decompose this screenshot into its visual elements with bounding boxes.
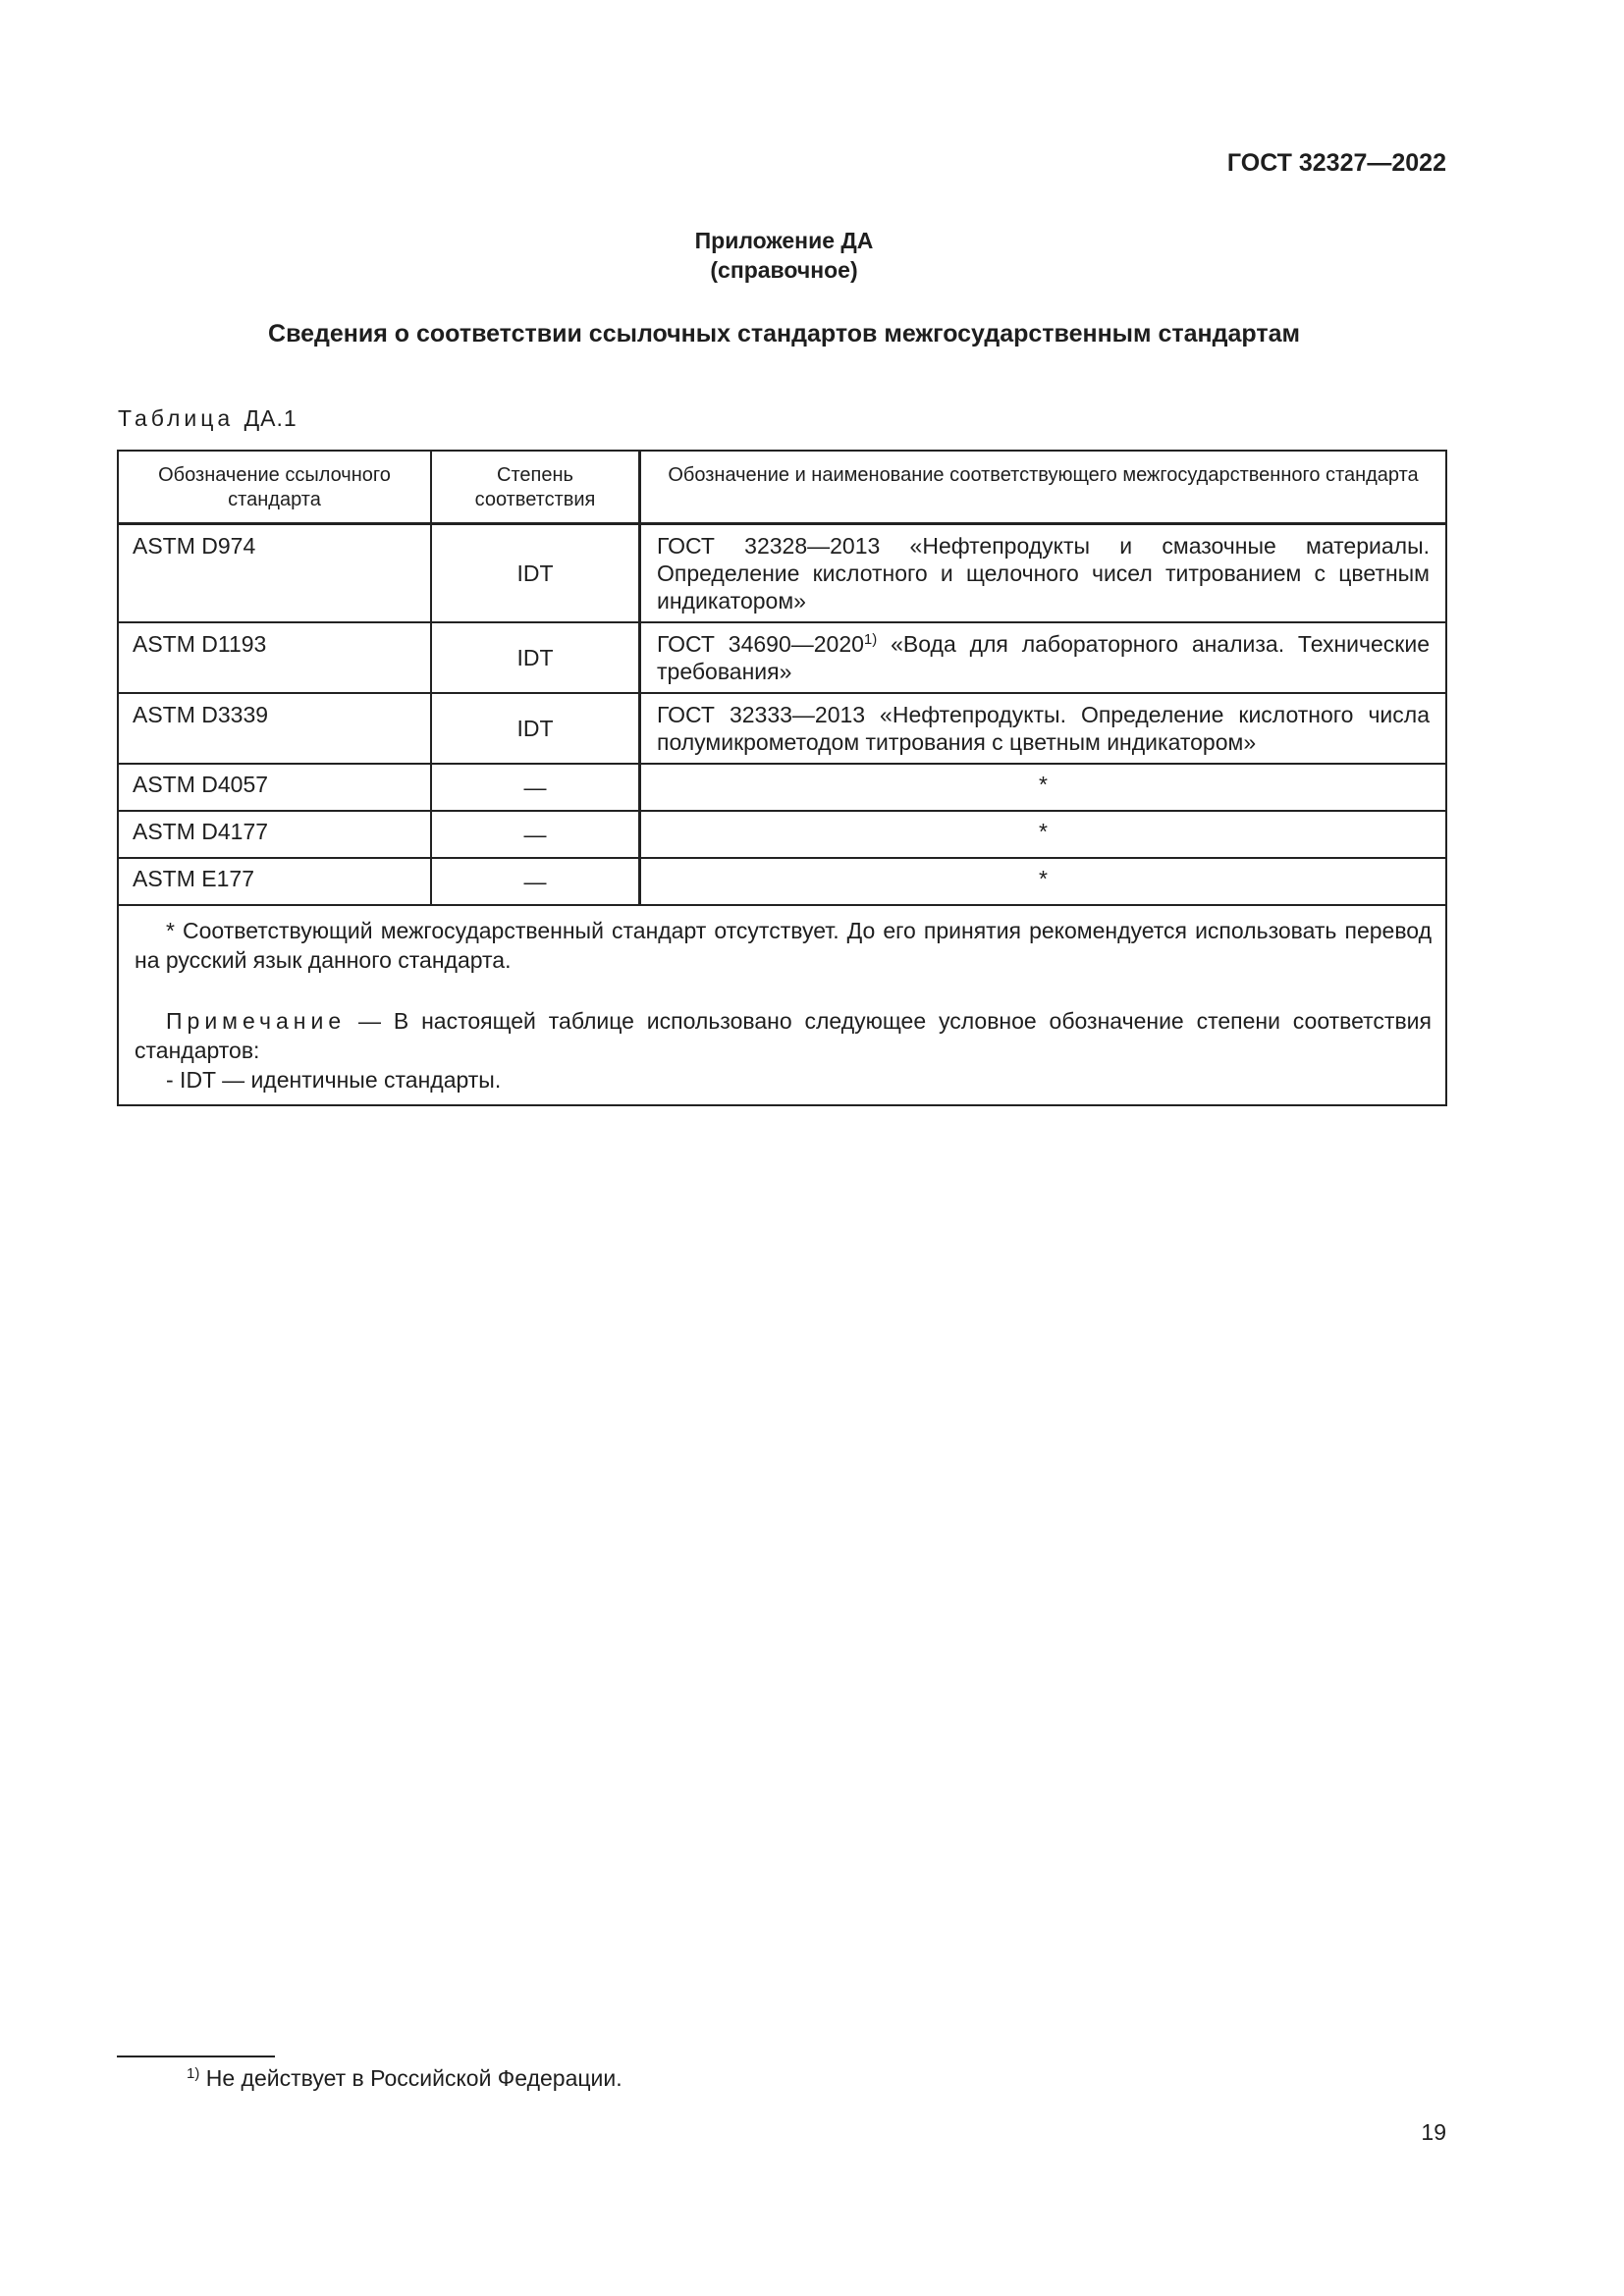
cell-degree: — <box>431 858 640 905</box>
cell-degree: IDT <box>431 524 640 623</box>
cell-standard: * <box>640 858 1447 905</box>
cell-degree: IDT <box>431 622 640 693</box>
page-number: 19 <box>1421 2119 1446 2145</box>
table-notes <box>118 905 1446 1105</box>
cell-ref: ASTM E177 <box>118 858 431 905</box>
standard-title: «Вода для лабораторного анализа. Технические требования» <box>657 631 1430 684</box>
cell-ref: ASTM D1193 <box>118 622 431 693</box>
table-caption-number: ДА.1 <box>244 405 298 431</box>
footnote-text: Не действует в Российской Федерации. <box>205 2065 623 2091</box>
appendix-subtitle: (справочное) <box>710 257 858 283</box>
table-header-row <box>118 451 1446 524</box>
table-row <box>118 524 1446 623</box>
cell-ref: ASTM D4057 <box>118 764 431 811</box>
cell-standard: ГОСТ 32328—2013 «Нефтепродукты и смазочные материалы. Определение кислотного и щелочного чисел титрованием с цветным индикатором» <box>640 524 1447 623</box>
note-paragraph <box>135 1006 1432 1065</box>
asterisk-note: * Соответствующий межгосударственный стандарт отсутствует. До его принятия рекомендуется использовать перевод на русский язык данного стандарта. <box>135 918 1432 973</box>
table-row <box>118 764 1446 811</box>
cell-standard: * <box>640 764 1447 811</box>
footnote-divider <box>117 2056 275 2057</box>
cell-ref: ASTM D974 <box>118 524 431 623</box>
table-notes-row <box>118 905 1446 1105</box>
table-row <box>118 858 1446 905</box>
footnote-mark: 1) <box>187 2065 200 2082</box>
note-label: Примечание <box>166 1008 347 1034</box>
cell-degree: — <box>431 764 640 811</box>
note-list-item: - IDT — идентичные стандарты. <box>166 1067 502 1093</box>
column-header-standard: Обозначение и наименование соответствующего межгосударственного стандарта <box>640 451 1447 524</box>
section-heading: Сведения о соответствии ссылочных стандартов межгосударственным стандартам <box>268 320 1300 347</box>
footnote-marker: 1) <box>863 631 878 648</box>
cell-degree: IDT <box>431 693 640 764</box>
cell-standard: ГОСТ 32333—2013 «Нефтепродукты. Определение кислотного числа полумикрометодом титрования с цветным индикатором» <box>640 693 1447 764</box>
table-row <box>118 622 1446 693</box>
note-text: — В настоящей таблице использовано следующее условное обозначение степени соответствия стандартов: <box>135 1008 1432 1063</box>
table-caption <box>118 405 298 432</box>
cell-ref: ASTM D4177 <box>118 811 431 858</box>
table-row <box>118 693 1446 764</box>
table-caption-word: Таблица <box>118 405 235 431</box>
reference-table <box>117 450 1447 1106</box>
standard-code: ГОСТ 34690—2020 <box>657 631 864 657</box>
cell-ref: ASTM D3339 <box>118 693 431 764</box>
column-header-degree: Степень соответствия <box>431 451 640 524</box>
footnote <box>187 2065 623 2092</box>
appendix-block <box>0 226 1568 285</box>
appendix-title: Приложение ДА <box>694 228 874 253</box>
document-code: ГОСТ 32327—2022 <box>1226 149 1446 177</box>
table-row <box>118 811 1446 858</box>
cell-standard <box>640 622 1447 693</box>
cell-standard: * <box>640 811 1447 858</box>
cell-degree: — <box>431 811 640 858</box>
column-header-ref: Обозначение ссылочного стандарта <box>118 451 431 524</box>
